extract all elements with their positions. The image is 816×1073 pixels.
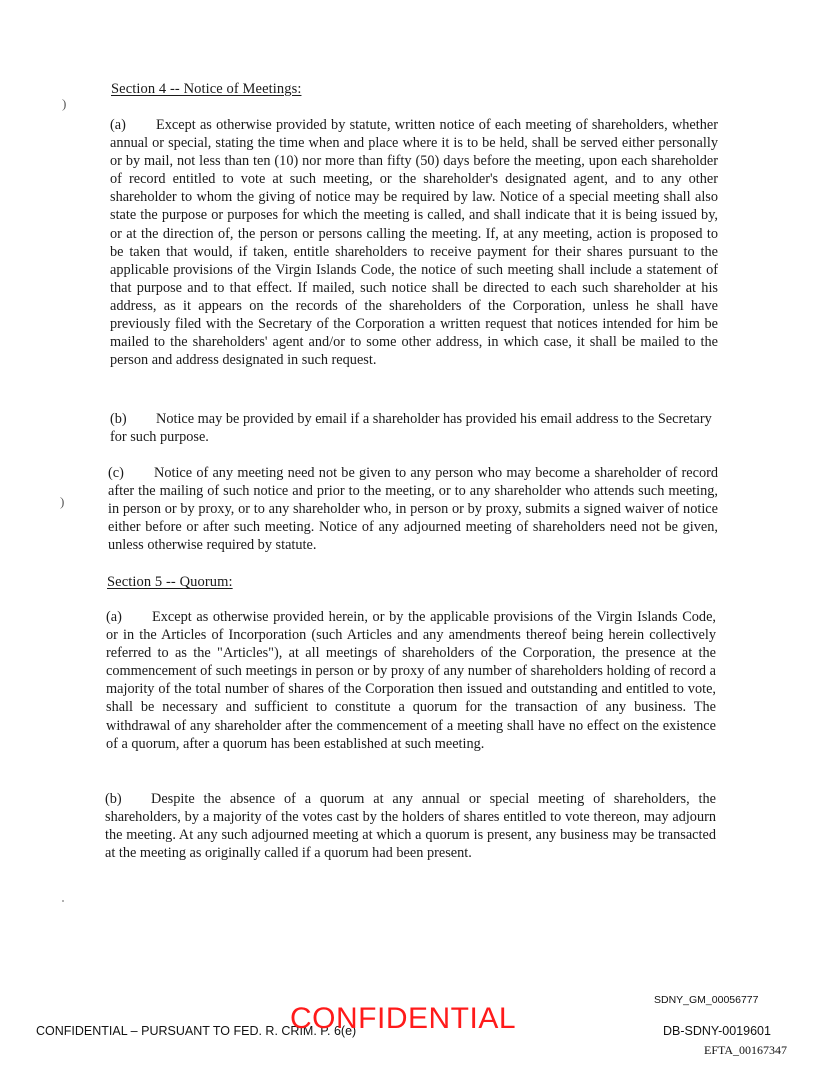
paragraph-text: Notice may be provided by email if a shareholder has provided his email address to the Secretary for such purpose.: [110, 411, 712, 446]
confidential-stamp: CONFIDENTIAL: [290, 1002, 517, 1035]
margin-mark: ): [62, 96, 67, 111]
scan-speck: [62, 900, 64, 902]
bates-number-db: DB-SDNY-0019601: [663, 1024, 771, 1038]
section-5-paragraph-a: [106, 608, 716, 753]
paragraph-label: (b): [110, 411, 127, 427]
paragraph-label: (a): [106, 609, 122, 625]
paragraph-text: Notice of any meeting need not be given to any person who may become a shareholder of record after the mailing of such notice and prior to the meeting, or to any shareholder who attends such meeting, in person or by proxy, or to any shareholder who, in person or by proxy, submits a signed waiver of notice either before or after such meeting. Notice of any adjourned meeting of shareholders need not be given, unless otherwise required by statute.: [108, 465, 718, 554]
paragraph-label: (a): [110, 117, 126, 133]
paragraph-label: (c): [108, 465, 124, 481]
section-5-heading: Section 5 -- Quorum:: [107, 574, 233, 590]
section-4-paragraph-c: [108, 464, 718, 554]
paragraph-text: Except as otherwise provided by statute, written notice of each meeting of shareholders, whether annual or special, stating the time when and place where it is to be held, shall be served either personally or by mail, not less than ten (10) nor more than fifty (50) days before the meeting, upon each shareholder of record entitled to vote at such meeting, or the shareholder's designated agent, and to any other shareholder to whom the giving of notice may be required by law. Notice of a special meeting shall also state the purpose or purposes for which the meeting is called, and shall indicate that it is being issued by, or at the direction of, the person or persons calling the meeting. If, at any meeting, action is proposed to be taken that would, if taken, entitle shareholders to receive payment for their shares pursuant to the applicable provisions of the Virgin Islands Code, the notice of such meeting shall include a statement of that purpose and to that effect. If mailed, such notice shall be directed to each such shareholder at his address, as it appears on the records of the shareholders of the Corporation, unless he shall have previously filed with the Secretary of the Corporation a written request that notices intended for him be mailed to the shareholders' agent and/or to some other address, in which case, it shall be mailed to the person and address designated in such request.: [110, 117, 718, 369]
margin-mark: ): [60, 494, 65, 509]
section-5-paragraph-b: [105, 790, 716, 862]
paragraph-text: Despite the absence of a quorum at any annual or special meeting of shareholders, the shareholders, by a majority of the votes cast by the holders of shares entitled to vote thereon, may adjourn the meeting. At any such adjourned meeting at which a quorum is present, any business may be transacted at the meeting as originally called if a quorum had been present.: [105, 791, 716, 862]
paragraph-label: (b): [105, 791, 122, 807]
confidential-notice: CONFIDENTIAL – PURSUANT TO FED. R. CRIM. P. 6(e): [36, 1024, 357, 1038]
efta-number: EFTA_00167347: [704, 1043, 788, 1057]
bates-number-top: SDNY_GM_00056777: [654, 994, 759, 1006]
paragraph-text: Except as otherwise provided herein, or by the applicable provisions of the Virgin Islands Code, or in the Articles of Incorporation (such Articles and any amendments thereof being herein collectively referred to as the "Articles"), at all meetings of shareholders of the Corporation, the presence at the commencement of such meetings in person or by proxy of any number of shareholders holding of record a majority of the total number of shares of the Corporation then issued and outstanding and entitled to vote, shall be necessary and sufficient to constitute a quorum for the transaction of any business. The withdrawal of any shareholder after the commencement of a meeting shall have no effect on the existence of a quorum, after a quorum has been established at such meeting.: [106, 609, 716, 752]
section-4-paragraph-a: [110, 116, 718, 369]
section-4-paragraph-b: [110, 410, 718, 446]
section-4-heading: Section 4 -- Notice of Meetings:: [111, 81, 302, 97]
